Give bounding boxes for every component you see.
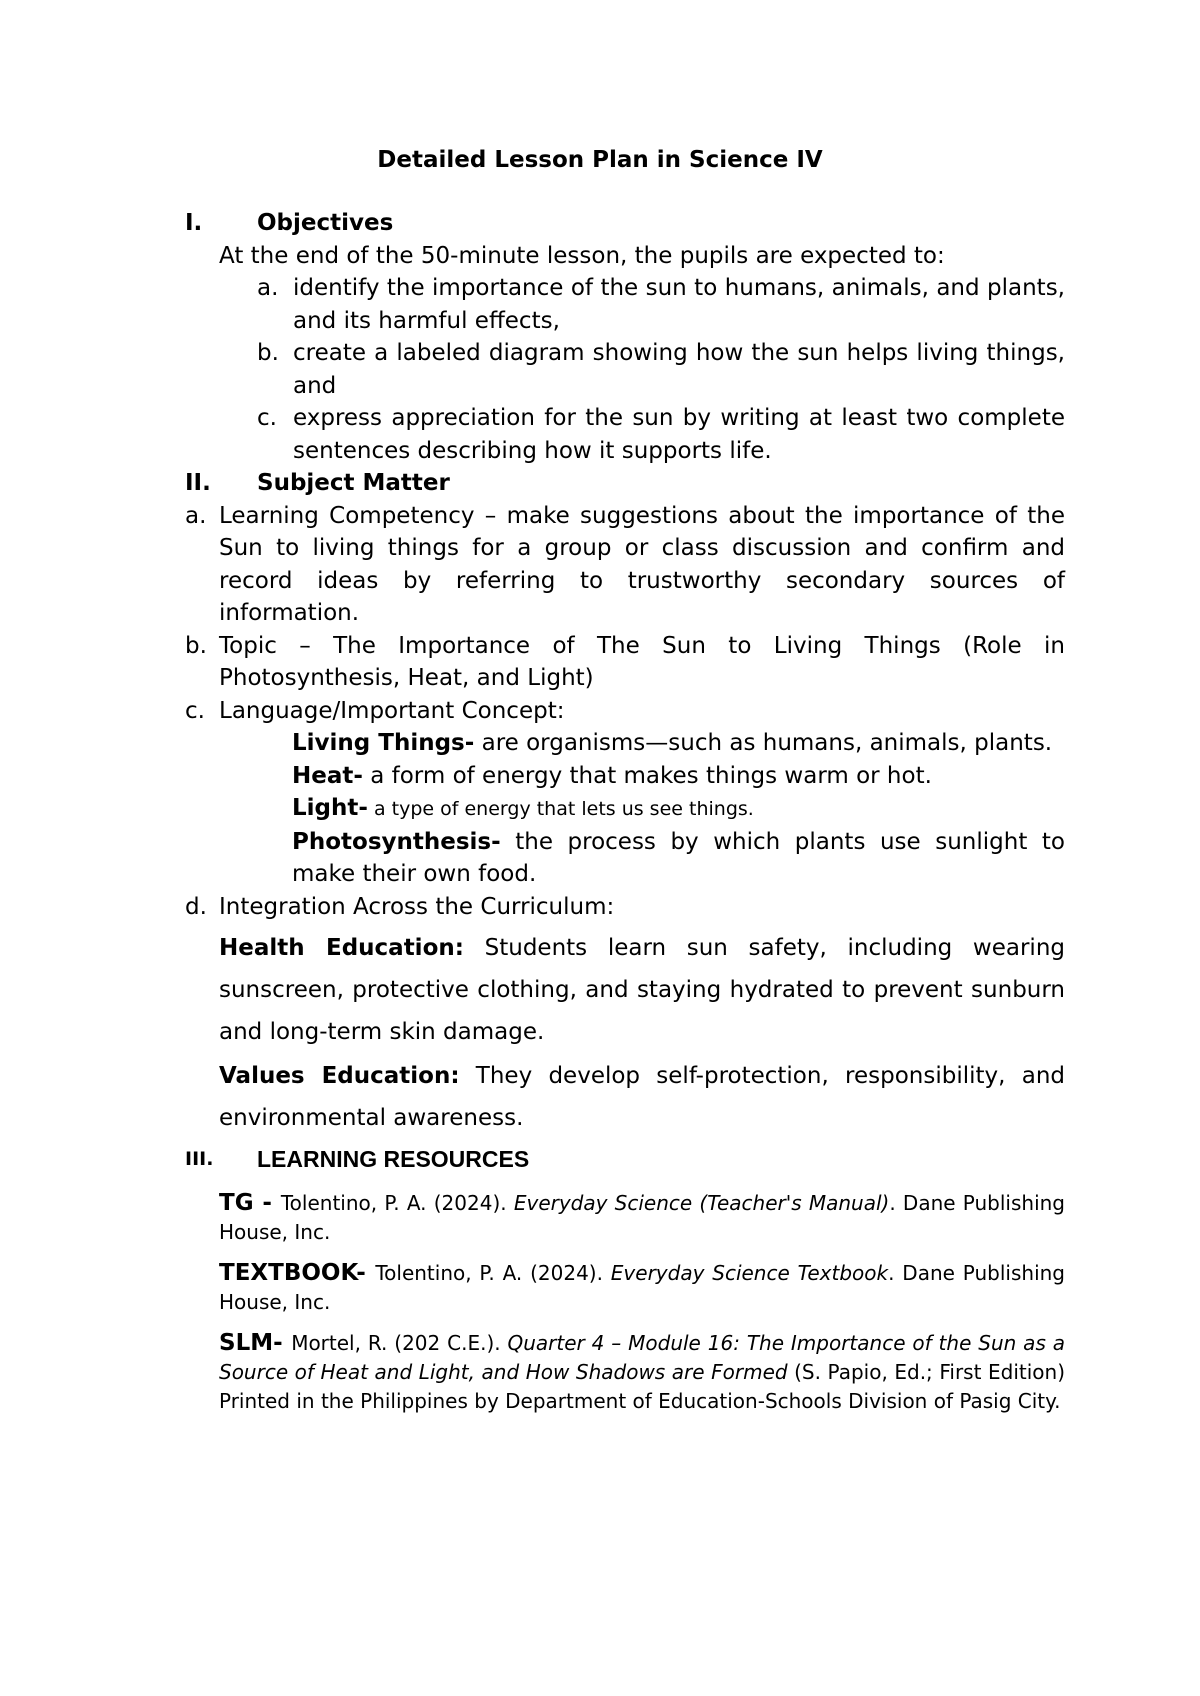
- section-numeral: I.: [185, 210, 203, 236]
- reference-text: Tolentino, P. A. (2024).: [280, 1191, 514, 1215]
- reference-label: TG -: [219, 1190, 281, 1216]
- list-marker: c.: [257, 405, 277, 431]
- subject-matter-heading: [185, 467, 1065, 500]
- integration-entries: [219, 927, 1065, 1139]
- list-text: express appreciation for the sun by writing at least two complete sentences describing how it supports life.: [293, 405, 1065, 464]
- section-title: Subject Matter: [257, 470, 450, 496]
- list-item: [257, 337, 1065, 402]
- list-text: create a labeled diagram showing how the sun helps living things, and: [293, 340, 1065, 399]
- integration-entry: [219, 1055, 1065, 1139]
- reference-title: Quarter 4 – Module 16: The Importance of the Sun as a Source of Heat and Light, and How Shadows are Formed: [219, 1331, 1065, 1384]
- list-item: [185, 695, 1065, 728]
- reference-text: (S. Papio, Ed.; First Edition) Printed in the Philippines by Department of Education-Schools Division of Pasig City.: [219, 1360, 1065, 1413]
- section-title: Objectives: [257, 210, 394, 236]
- reference-label: TEXTBOOK-: [219, 1260, 376, 1286]
- concept-definition: the process by which plants use sunlight to make their own food.: [292, 828, 1065, 887]
- concept-definition: are organisms—such as humans, animals, plants.: [474, 730, 1053, 756]
- list-item: [257, 272, 1065, 337]
- list-marker: b.: [185, 632, 207, 659]
- list-marker: a.: [185, 502, 207, 529]
- section-title: LEARNING RESOURCES: [257, 1146, 530, 1172]
- reference-text: . Dane Publishing House, Inc.: [219, 1261, 1065, 1314]
- reference-text: Tolentino, P. A. (2024).: [375, 1261, 611, 1285]
- concept-term: Photosynthesis-: [292, 828, 501, 855]
- reference-text: Mortel, R. (202 C.E.).: [291, 1331, 508, 1355]
- list-marker: d.: [185, 893, 207, 920]
- concept-item: [292, 760, 1065, 793]
- integration-label: Values Education:: [219, 1063, 460, 1089]
- lesson-content: [185, 207, 1065, 1416]
- concept-term: Living Things-: [292, 730, 475, 756]
- reference-item: [219, 1329, 1065, 1416]
- subject-matter-list: [185, 500, 1065, 728]
- learning-resources-heading: [185, 1141, 1065, 1177]
- list-text: Learning Competency – make suggestions about the importance of the Sun to living things for a group or class discussion and confirm and record ideas by referring to trustworthy secondary sources of information.: [219, 502, 1065, 626]
- list-item: [257, 402, 1065, 467]
- list-text: Language/Important Concept:: [219, 697, 565, 724]
- list-item: [185, 630, 1065, 695]
- page-title: Detailed Lesson Plan in Science IV: [377, 147, 823, 173]
- concept-definition: a form of energy that makes things warm or hot.: [362, 762, 932, 789]
- section-numeral: III.: [185, 1148, 214, 1170]
- integration-text: They develop self-protection, responsibility, and environmental awareness.: [219, 1063, 1065, 1131]
- reference-label: SLM-: [219, 1330, 292, 1356]
- concept-item: [292, 727, 1065, 760]
- concept-item: [292, 792, 1065, 826]
- objectives-intro: At the end of the 50-minute lesson, the pupils are expected to:: [219, 242, 945, 269]
- reference-text: . Dane Publishing House, Inc.: [219, 1191, 1066, 1244]
- reference-title: Everyday Science Textbook: [610, 1261, 889, 1285]
- integration-entry: [219, 927, 1065, 1053]
- list-item: [185, 891, 1065, 924]
- objectives-list: [257, 272, 1065, 467]
- list-text: Integration Across the Curriculum:: [219, 893, 615, 920]
- list-marker: b.: [257, 340, 279, 366]
- reference-item: [219, 1259, 1065, 1317]
- concept-definition: a type of energy that lets us see things.: [367, 798, 754, 820]
- concept-term: Heat-: [292, 762, 363, 789]
- reference-title: Everyday Science (Teacher's Manual): [513, 1191, 890, 1215]
- integration-label: Health Education:: [219, 935, 464, 961]
- list-item: [185, 500, 1065, 630]
- list-text: identify the importance of the sun to humans, animals, and plants, and its harmful effects,: [293, 275, 1065, 334]
- list-text: Topic – The Importance of The Sun to Living Things (Role in Photosynthesis, Heat, and Light): [219, 632, 1065, 691]
- list-marker: a.: [257, 275, 279, 301]
- integration-text: Students learn sun safety, including wearing sunscreen, protective clothing, and staying hydrated to prevent sunburn and long-term skin damage.: [219, 935, 1065, 1045]
- reference-list: [219, 1189, 1065, 1416]
- section-numeral: II.: [185, 470, 211, 496]
- concept-list: [292, 727, 1065, 891]
- objectives-heading: [185, 207, 1065, 240]
- concept-item: [292, 826, 1065, 891]
- reference-item: [219, 1189, 1065, 1247]
- list-marker: c.: [185, 697, 205, 724]
- concept-term: Light-: [292, 795, 368, 821]
- integration-item: [185, 891, 1065, 924]
